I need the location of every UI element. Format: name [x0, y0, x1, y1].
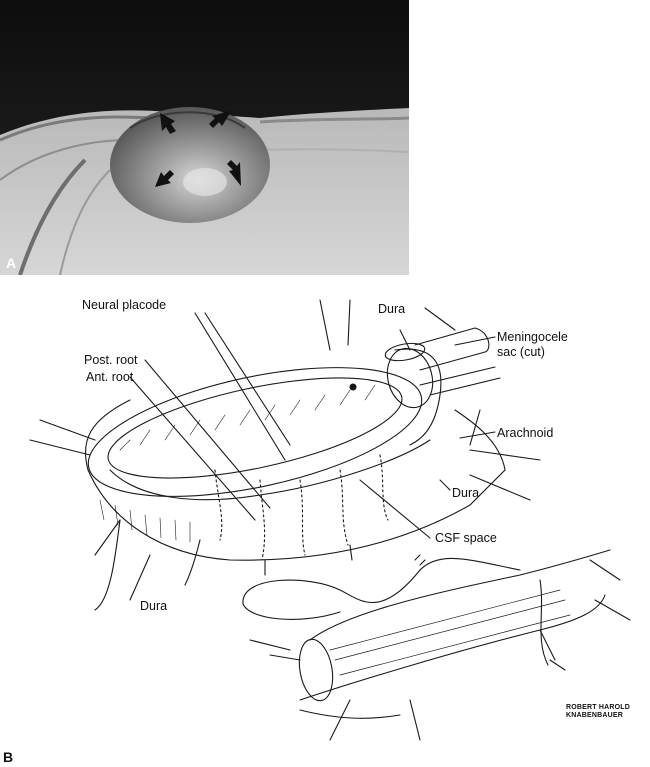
label-csf-space: CSF space — [435, 531, 497, 545]
label-post-root: Post. root — [84, 353, 138, 367]
clinical-photograph — [0, 0, 409, 275]
panel-b-letter: B — [3, 749, 14, 765]
label-neural-placode: Neural placode — [82, 298, 167, 312]
label-arachnoid: Arachnoid — [497, 426, 554, 440]
label-meningocele-sac-line2: sac (cut) — [497, 345, 545, 359]
label-ant-root: Ant. root — [86, 370, 134, 384]
signature-line2: KNABENBAUER — [566, 712, 624, 719]
panel-a-letter: A — [6, 255, 17, 271]
illustrator-signature — [566, 704, 630, 720]
signature-line1: ROBERT HAROLD — [566, 704, 631, 711]
label-meningocele-sac-line1: Meningocele — [497, 330, 568, 344]
label-dura-top: Dura — [378, 302, 406, 316]
label-dura-right: Dura — [452, 486, 480, 500]
label-dura-bottom: Dura — [140, 599, 168, 613]
